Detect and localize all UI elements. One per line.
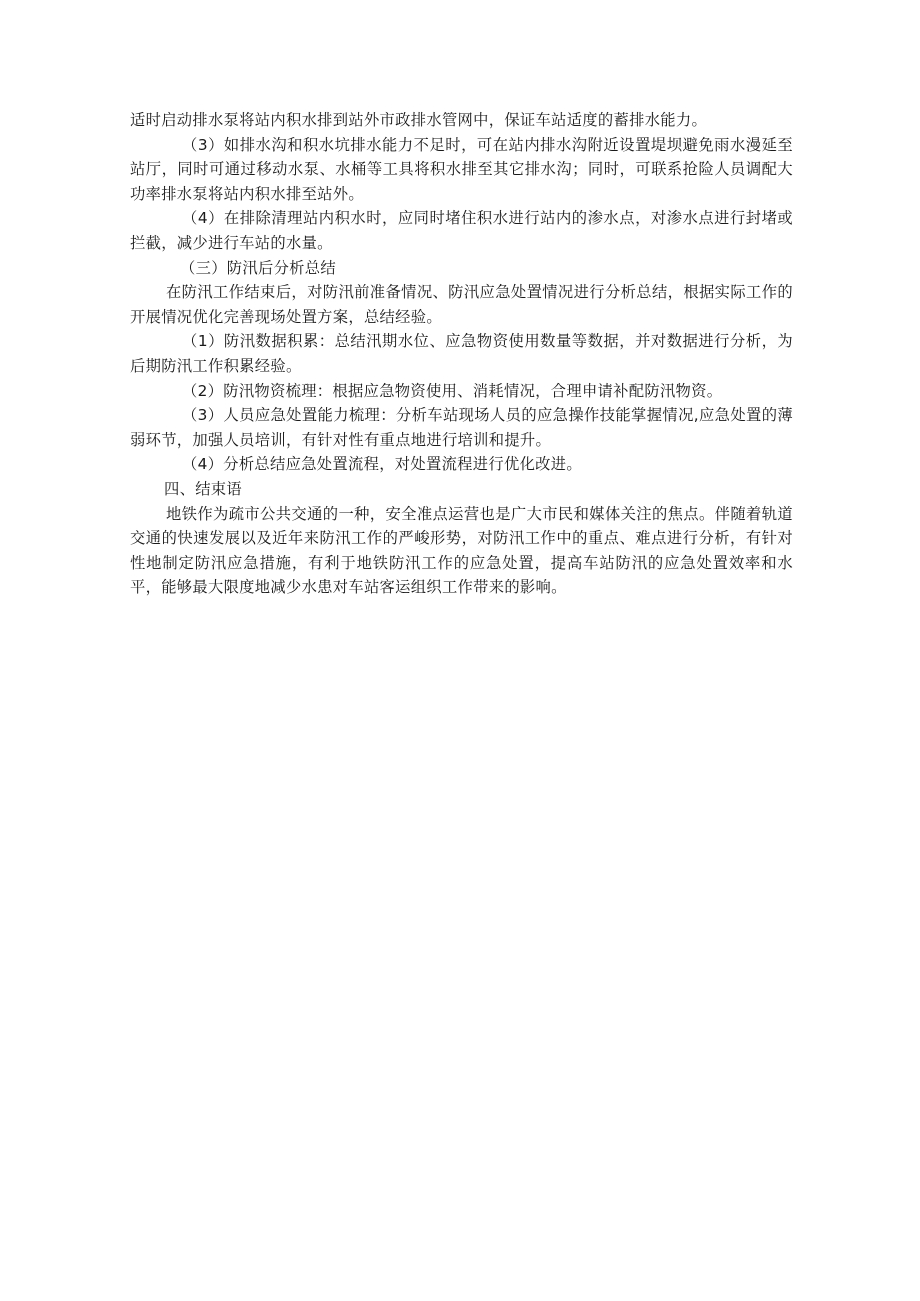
paragraph-item-2-materials: （2）防汛物资梳理：根据应急物资使用、消耗情况，合理申请补配防汛物资。 [182,381,723,400]
paragraph-item-3-drainage: （3）如排水沟和积水坑排水能力不足时，可在站内排水沟附近设置堤坝避免雨水漫延至站厅，同时可通过移动水泵、水桶等工具将积水排至其它排水沟；同时，可联系抢险人员调配大功率排水泵将站内积水排至站外。 [130,135,793,203]
paragraph-item-3-personnel: （3）人员应急处置能力梳理：分析车站现场人员的应急操作技能掌握情况,应急处置的薄弱环节，加强人员培训，有针对性有重点地进行培训和提升。 [130,406,793,449]
paragraph-item-4-process: （4）分析总结应急处置流程，对处置流程进行优化改进。 [182,455,582,474]
document-body [130,108,793,600]
paragraph-drainage-pump: 适时启动排水泵将站内积水排到站外市政排水管网中，保证车站适度的蓄排水能力。 [130,111,708,129]
section-heading-conclusion: 四、结束语 [164,479,242,498]
paragraph-post-flood-intro: 在防汛工作结束后，对防汛前准备情况、防汛应急处置情况进行分析总结，根据实际工作的开展情况优化完善现场处置方案，总结经验。 [130,283,793,326]
subheading-post-flood-analysis: （三）防汛后分析总结 [180,258,336,277]
paragraph-conclusion: 地铁作为疏市公共交通的一种，安全准点运营也是广大市民和媒体关注的焦点。伴随着轨道交通的快速发展以及近年来防汛工作的严峻形势，对防汛工作中的重点、难点进行分析，有针对性地制定防汛应急措施，有利于地铁防汛工作的应急处置，提高车站防汛的应急处置效率和水平，能够最大限度地减少水患对车站客运组织工作带来的影响。 [130,504,793,597]
paragraph-item-4-seepage: （4）在排除清理站内积水时，应同时堵住积水进行站内的渗水点，对渗水点进行封堵或拦截，减少进行车站的水量。 [130,209,793,252]
paragraph-item-1-data: （1）防汛数据积累：总结汛期水位、应急物资使用数量等数据，并对数据进行分析，为后期防汛工作积累经验。 [130,332,793,375]
